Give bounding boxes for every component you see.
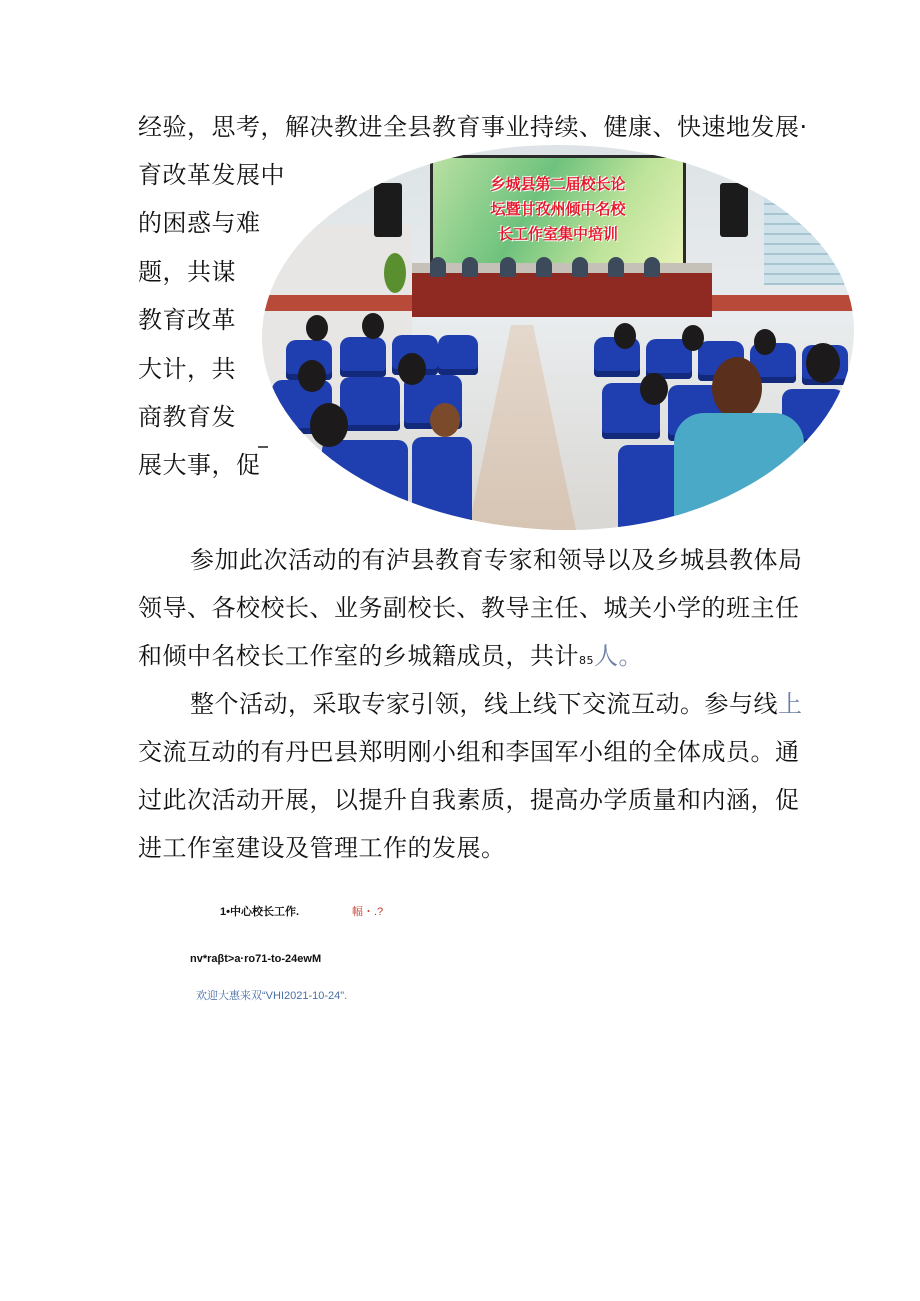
banner-line-2: 坛暨甘孜州倾中名校	[490, 200, 626, 218]
banner-screen	[430, 155, 686, 271]
paragraph-2-line-4: 进工作室建设及管理工作的发展。	[138, 834, 506, 862]
side-text-line-3: 题，共谋	[138, 258, 236, 286]
paragraph-1-line-2: 领导、各校校长、业务副校长、教导主任、城关小学的班主任	[138, 594, 800, 622]
attendee-head	[298, 360, 326, 392]
stage-table	[412, 273, 712, 317]
photo-plant	[384, 253, 406, 293]
speaker-left	[374, 183, 402, 237]
seat	[322, 440, 408, 530]
paragraph-2-line-1-text: 整个活动，采取专家引领，线上线下交流互动。参与线	[190, 690, 778, 718]
banner-text	[439, 172, 677, 247]
seat	[438, 335, 478, 375]
footer-welcome-line: 欢迎大惠来双“VHI2021-10-24".	[196, 990, 348, 1002]
paragraph-2-line-1	[190, 689, 803, 719]
side-text-line-6: 商教育发	[138, 403, 236, 431]
panel-person	[644, 257, 660, 277]
participant-count: 85	[579, 654, 594, 667]
side-text-line-1: 育改革发展中	[138, 161, 285, 189]
paragraph-2-line-3: 过此次活动开展，以提升自我素质，提高办学质量和内涵，促	[138, 786, 800, 814]
meeting-photo	[262, 145, 854, 530]
attendee-head	[806, 343, 840, 383]
side-text-line-4: 教育改革	[138, 306, 236, 334]
attendee-head	[640, 373, 668, 405]
text-dash	[258, 446, 268, 448]
paragraph-1-line-1: 参加此次活动的有泸县教育专家和领导以及乡城县教体局	[190, 546, 803, 574]
attendee-head	[398, 353, 426, 385]
panel-person	[572, 257, 588, 277]
panel-person	[462, 257, 478, 277]
footer-note-left: 1•中心校长工作.	[220, 906, 300, 918]
side-text-line-2: 的困惑与难	[138, 209, 261, 237]
seat	[340, 377, 400, 431]
banner-line-1: 乡城县第二届校长论	[490, 175, 626, 193]
paragraph-1-line-3-text: 和倾中名校长工作室的乡城籍成员，共计	[138, 642, 579, 670]
paragraph-2-line-2: 交流互动的有丹巴县郑明刚小组和李国军小组的全体成员。通	[138, 738, 800, 766]
attendee-jacket	[674, 413, 804, 530]
attendee-head	[430, 403, 460, 437]
attendee-head	[310, 403, 348, 447]
attendee-head	[362, 313, 384, 339]
seat	[340, 337, 386, 377]
panel-person	[608, 257, 624, 277]
paragraph-2-line-1-suffix: 上	[778, 690, 803, 718]
speaker-right	[720, 183, 748, 237]
attendee-head	[306, 315, 328, 341]
paragraph-1-line-3	[138, 641, 643, 676]
photo-aisle	[467, 325, 577, 530]
attendee-head	[712, 357, 762, 419]
side-text-line-7: 展大事，促	[138, 451, 261, 479]
attendee-head	[754, 329, 776, 355]
attendee-head	[682, 325, 704, 351]
paragraph-1-line-3-suffix: 人。	[594, 642, 643, 670]
panel-person	[430, 257, 446, 277]
seat	[412, 437, 472, 527]
panel-person	[536, 257, 552, 277]
footer-code-line: nv*raβt>a·ro71-to-24ewM	[190, 953, 322, 965]
attendee-head	[614, 323, 636, 349]
photo-window	[764, 165, 844, 285]
intro-line: 经验，思考，解决教进全县教育事业持续、健康、快速地发展·	[138, 113, 808, 141]
banner-line-3: 长工作室集中培训	[497, 225, 618, 243]
footer-note-right: 幅・.?	[352, 906, 384, 918]
side-text-line-5: 大计，共	[138, 355, 236, 383]
panel-person	[500, 257, 516, 277]
